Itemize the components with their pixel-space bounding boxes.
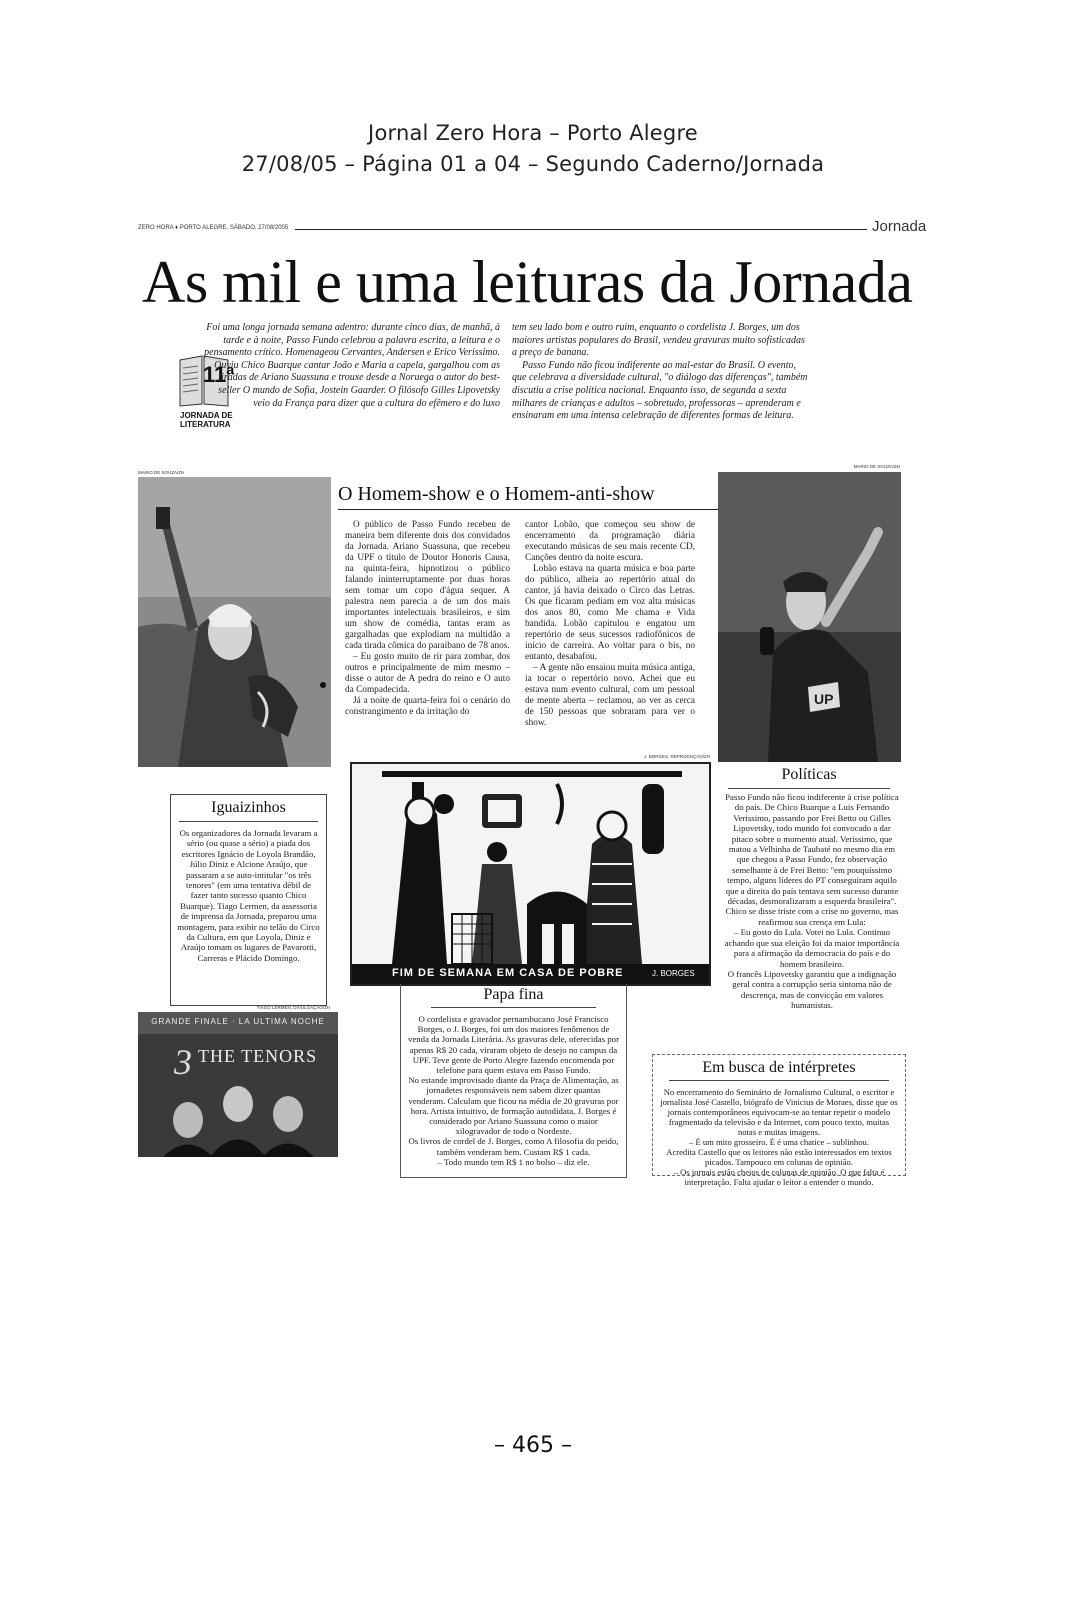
- photo2-credit: MARIO DE SOUZA/ZH: [853, 464, 900, 469]
- masthead-section: Jornada: [872, 218, 927, 235]
- logo-label-2: LITERATURA: [180, 420, 231, 429]
- bullet-dot: [320, 682, 326, 688]
- main-story-title: O Homem-show e o Homem-anti-show: [338, 483, 655, 505]
- tenors-logo: THE TENORS: [198, 1046, 318, 1066]
- intro-col2: tem seu lado bom e outro ruim, enquanto o cordelista J. Borges, um dos maiores artistas populares do Brasil, vendeu gravuras muito sofisticadas a preço de banana. Passo Fundo não ficou indiferente ao mal-estar do Brasil. O evento, que celebrava a diversidade cultural, "o diálogo das diferenças", também discutiu a crise política nacional. Enquanto isso, de segunda a sexta milhares de crianças e adultos – sobretudo, professoras – aprenderam e ensinaram em uma intensa celebração de diferentes formas de leitura.: [512, 322, 808, 422]
- iguaizinhos-title: Iguaizinhos: [211, 799, 286, 816]
- iguaizinhos-box: [170, 794, 327, 1006]
- archive-header-line2: 27/08/05 – Página 01 a 04 – Segundo Caderno/Jornada: [241, 152, 825, 176]
- ariano-suassuna-photo: [138, 477, 331, 767]
- logo-number: 11ª: [203, 362, 235, 387]
- papa-fina-title: Papa fina: [483, 986, 544, 1003]
- tenors-credit: TIAGO LERMEN, DIVULGAÇÃO/ZH: [256, 1005, 330, 1010]
- woodcut-image: [350, 762, 711, 986]
- main-story-col2: cantor Lobão, que começou seu show de encerramento da programação diária executando músicas de seu mais recente CD, Canções dentro da noite escura. Lobão estava na quarta música e boa parte do público, alheia ao repertório atual do cantor, já havia deixado o Circo das Letras. Os que ficaram pediam em voz alta músicas dos anos 80, como Me chama e Vida bandida. Lobão capitulou e engatou um repertório de seus sucessos radiofônicos de início de carreira. Ao voltar para o bis, no entanto, desabafou. – A gente não ensaiou muita música antiga, ia tocar o repertório novo. Achei que eu estava num evento cultural, com um pessoal de mente aberta – reclamou, ao ver as cerca de 150 pessoas que sobraram para ver o show.: [525, 520, 695, 728]
- page-number: – 465 –: [494, 1433, 572, 1458]
- iguaizinhos-text: Os organizadores da Jornada levaram a sério (ou quase a sério) a piada dos escritores Ignácio de Loyola Brandão, Júlio Diniz e Alcione Araújo, que passaram a se auto-intitular "os três tenores" (em uma tentativa débil de fazer tanto sucesso quanto Chico Buarque). Tiago Lermen, da assessoria de imprensa da Jornada, preparou uma montagem, para exibir no telão do Circo da Cultura, em que Loyola, Diniz e Araújo tomam os lugares de Pavarotti, Carreras e Plácido Domingo.: [177, 828, 320, 963]
- papa-fina-box: [400, 984, 627, 1178]
- politicas-rule: [728, 788, 890, 789]
- woodcut-caption-bar: [352, 964, 709, 984]
- logo-label-1: JORNADA DE: [180, 411, 233, 420]
- headline: As mil e uma leituras da Jornada: [142, 249, 913, 315]
- papa-fina-rule: [431, 1007, 596, 1008]
- interpretes-text: No encerramento do Seminário de Jornalismo Cultural, o escritor e jornalista José Castello, biógrafo de Vinicius de Moraes, disse que os jornais contemporâneos equivocam-se ao tentar repetir o modelo fragmentado da televisão e da Internet, com pouco texto, muitas notas e muitas imagens. – É um mito grosseiro. É é uma chatice – sublinhou. Acredita Castello que os leitores não estão interessados em textos picados. Tampouco em colunas de opinião. – Os jornais estão cheios de colunas de opinião. O que falta é interpretação. Falta ajudar o leitor a entender o mundo.: [660, 1087, 898, 1187]
- interpretes-title: Em busca de intérpretes: [702, 1059, 856, 1076]
- politicas-title: Políticas: [781, 766, 837, 783]
- main-story-rule: [338, 509, 718, 510]
- three-tenors-photo: [138, 1012, 338, 1157]
- tenors-banner: GRANDE FINALE · LA ULTIMA NOCHE: [151, 1017, 325, 1026]
- photo1-credit: MARIO DE SOUZA/ZH: [138, 470, 185, 475]
- interpretes-box: [652, 1054, 906, 1187]
- archive-header-line1: Jornal Zero Hora – Porto Alegre: [368, 121, 698, 145]
- masthead-date: ZERO HORA ♦ PORTO ALEGRE, SÁBADO, 27/08/2005: [138, 225, 289, 231]
- woodcut-caption: FIM DE SEMANA EM CASA DE POBRE: [392, 967, 624, 979]
- iguaizinhos-rule: [179, 821, 318, 822]
- svg-text:UP: UP: [814, 691, 834, 707]
- interpretes-rule: [669, 1080, 889, 1081]
- papa-fina-text: O cordelista e gravador pernambucano José Francisco Borges, o J. Borges, foi um dos maiores fenômenos de venda da Jornada Literária. As gravuras dele, oferecidas por apenas R$ 20 cada, viraram objeto de desejo no campus da UPF. Teve gente de Porto Alegre fazendo encomenda por telefone para quem estava em Passo Fundo. No estande improvisado diante da Praça de Alimentação, as jornadetes responsáveis nem sabem dizer quantas venderam. Calculam que ficou na média de 20 gravuras por hora. Artista intuitivo, de formação autodidata, J. Borges é considerado por Ariano Suassuna como o maior xilogravador de todo o Nordeste. Os livros de cordel de J. Borges, como A filosofia do peido, também venderam bem. Custam R$ 1 cada. – Todo mundo tem R$ 1 no bolso – diz ele.: [407, 1014, 620, 1167]
- intro-col1: Foi uma longa jornada semana adentro: durante cinco dias, de manhã, à tarde e à noite, Passo Fundo celebrou a palavra escrita, a leitura e o pensamento crítico. Homenageou Cervantes, Andersen e Erico Verissimo. Ouviu Chico Buarque cantar João e Maria a capela, gargalhou com as tiradas de Ariano Suassuna e trouxe desde a Noruega o autor do best-seller O mundo de Sofia, Jostein Gaarder. O filósofo Gilles Lipovetsky veio da França para dizer que a cultura do efêmero e do luxo: [204, 322, 500, 409]
- politicas-text: Passo Fundo não ficou indiferente à crise política do país. De Chico Buarque a Luis Fernando Verissimo, passando por Frei Betto ou Gilles Lipovetsky, todo mundo foi convocado a dar pitaco sobre o momento atual. Verissimo, que matou a Velhinha de Taubaté no mesmo dia em que chegou a Passo Fundo, fez observação semelhante à de Frei Betto: "em pouquíssimo tempo, alguns líderes do PT conseguiram aquilo que a direita do país tentava sem sucesso durante décadas, desmoralizaram a esquerda brasileira". Chico se disse triste com a crise no governo, mas reafirmou sua crença em Lula: – Eu gosto do Lula. Votei no Lula. Continuo achando que sua eleição foi da maior importância para a afirmação da democracia do país e do homem brasileiro. O francês Lipovetsky garantiu que a indignação geral contra a corrupção seria sintoma não de descrença, mas de convicção em valores humanistas.: [724, 792, 900, 1011]
- masthead-rule: [295, 229, 867, 230]
- woodcut-credit: J. BORGES, REPRODUÇÃO/ZH: [643, 754, 710, 759]
- woodcut-signature: J. BORGES: [652, 969, 695, 978]
- main-story-col1: O público de Passo Fundo recebeu de maneira bem diferente dois dos convidados da Jornada. Ariano Suassuna, que recebeu da UPF o título de Doutor Honoris Causa, na quinta-feira, hipnotizou o público falando ininterruptamente por duas horas sem tomar um copo d'água sequer. A palestra nem parecia a de um dos mais importantes intelectuais brasileiros, e sim um show de comédia, tantas eram as gargalhadas que explodiam na multidão a cada tirada cômica do paraibano de 78 anos. – Eu gosto muito de rir para zombar, dos outros e principalmente de mim mesmo – disse o autor de A pedra do reino e O auto da Compadecida. Já a noite de quarta-feira foi o cenário do constrangimento e da irritação do: [345, 520, 510, 717]
- lobao-photo: [718, 472, 901, 762]
- svg-text:3: 3: [174, 1042, 192, 1082]
